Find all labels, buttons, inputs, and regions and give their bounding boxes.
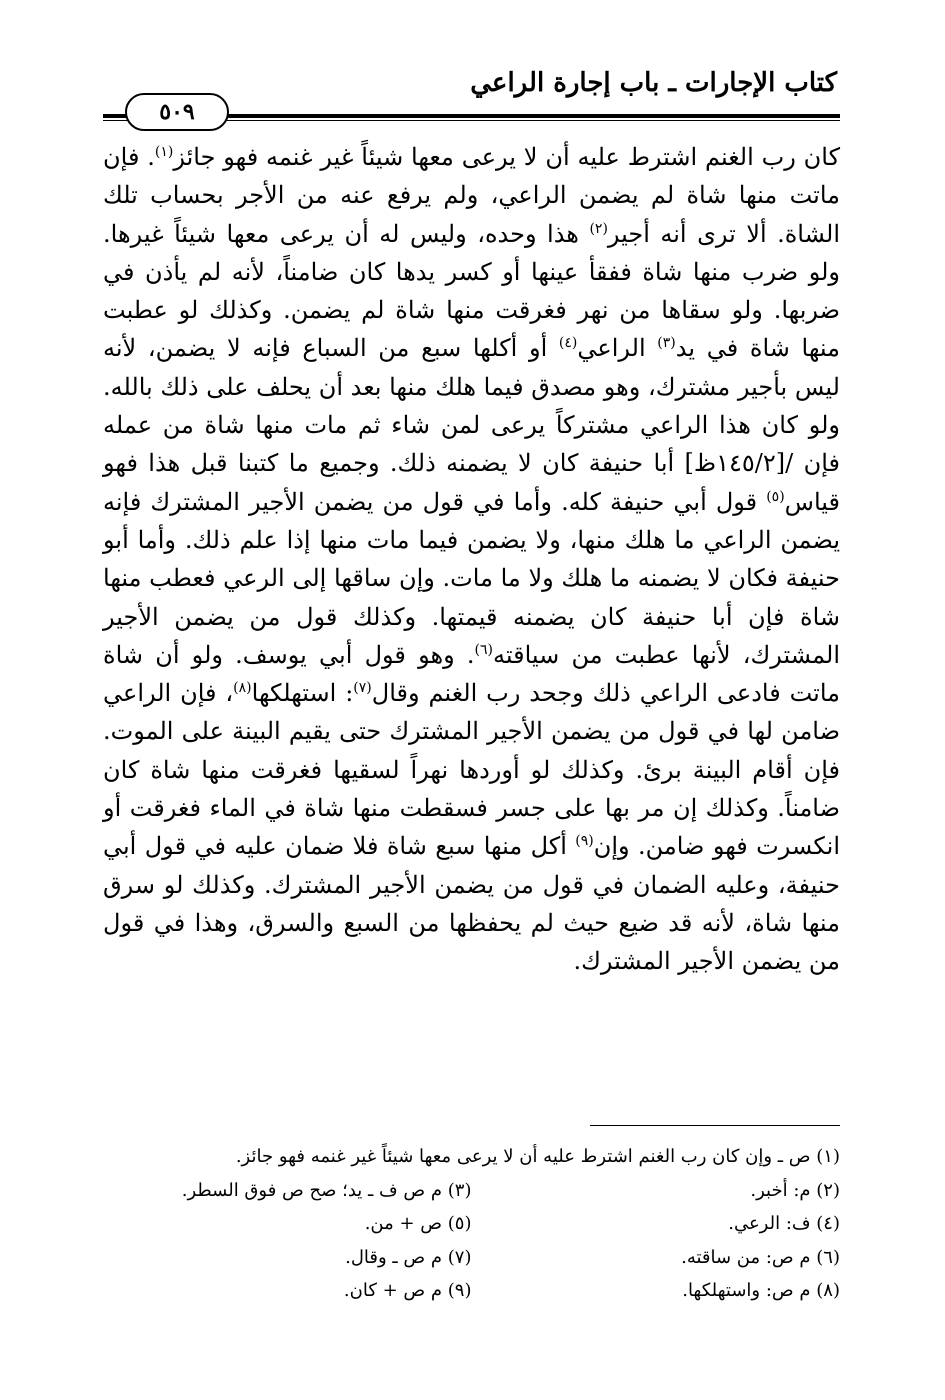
text-run: كان رب الغنم اشترط عليه أن لا يرعى معها شيئاً غير غنمه فهو جائز xyxy=(173,143,841,171)
paragraph xyxy=(103,138,840,981)
page-number-badge xyxy=(125,93,229,131)
footnote-ref[interactable]: (٤) xyxy=(558,335,578,352)
footnote-4: (٤) ف: الرعي. xyxy=(728,1213,840,1234)
footnote-ref[interactable]: (٢) xyxy=(589,220,608,237)
page-number: ٥٠٩ xyxy=(159,99,195,125)
text-run: أكل منها سبع شاة فلا ضمان عليه في قول أبي حنيفة، وعليه الضمان في قول من يضمن الأجير المشترك. وكذلك لو سرق منها شاة، لأنه قد ضيع حيث لم يحفظها من السبع والسرق، وهذا في قول من يضمن الأجير المشترك. xyxy=(103,832,840,976)
footnote-7: (٧) م ص ـ وقال. xyxy=(345,1246,472,1268)
footnote-ref[interactable]: (٦) xyxy=(474,641,494,658)
footnotes xyxy=(103,1140,840,1308)
footnote-2: (٢) م: أخبر. xyxy=(750,1179,840,1201)
text-run: ، فإن الراعي ضامن لها في قول من يضمن الأجير المشترك حتى يقيم البينة على الموت. فإن أقام البينة برئ. وكذلك لو أوردها نهراً لسقيها فغرقت منها شاة كان ضامناً. وكذلك إن مر بها على جسر فسقطت منها شاة في الماء فغرقت أو انكسرت فهو ضامن. وإن xyxy=(103,679,840,861)
footnote-ref[interactable]: (٣) xyxy=(657,335,676,352)
footnote-3: (٣) م ص ف ـ يد؛ صح ص فوق السطر. xyxy=(181,1179,472,1201)
main-text xyxy=(103,138,840,981)
footnote-ref[interactable]: (٧) xyxy=(353,680,372,697)
footnote-ref[interactable]: (٨) xyxy=(233,680,252,697)
text-run: : استهلكها xyxy=(251,679,354,708)
text-run: أو أكلها سبع من السباع فإنه لا يضمن، لأنه ليس بأجير مشترك، وهو مصدق فيما هلك منها بعد أن يحلف على ذلك بالله. ولو كان هذا الراعي مشتركاً يرعى لمن شاء ثم مات منها شاة من عمله فإن /[١٤٥/٢ظ] أبا حنيفة كان لا يضمنه ذلك. وجميع ما كتبنا قبل هذا فهو قياس xyxy=(102,334,840,516)
footnote-1: (١) ص ـ وإن كان رب الغنم اشترط عليه أن لا يرعى معها شيئاً غير غنمه فهو جائز. xyxy=(235,1146,840,1167)
text-run: . فإن ماتت منها شاة لم يضمن الراعي، ولم يرفع عنه من الأجر بحساب تلك الشاة. ألا ترى أنه أجير xyxy=(103,143,841,248)
footnote-separator xyxy=(590,1125,840,1126)
footnote-row xyxy=(103,1207,840,1241)
text-run: . وهو قول أبي يوسف. ولو أن شاة ماتت فادعى الراعي ذلك وجحد رب الغنم وقال xyxy=(103,640,840,708)
footnote-6: (٦) م ص: من ساقته. xyxy=(681,1246,840,1268)
footnote-row xyxy=(103,1274,840,1308)
footnote-ref[interactable]: (٥) xyxy=(766,488,785,505)
footnote-8: (٨) م ص: واستهلكها. xyxy=(682,1280,840,1301)
footnote-row xyxy=(103,1174,840,1208)
running-header-title: كتاب الإجارات ـ باب إجارة الراعي xyxy=(470,68,837,98)
footnote-row xyxy=(103,1241,840,1275)
footnote-9: (٩) م ص + كان. xyxy=(343,1280,472,1301)
text-run: قول أبي حنيفة كله. وأما في قول من يضمن الأجير المشترك فإنه يضمن الراعي ما هلك منها، ولا يضمن فيما مات منها إذا علم ذلك. وأما أبو حنيفة فكان لا يضمنه ما هلك ولا ما مات. وإن ساقها إلى الرعي فعطب منها شاة فإن أبا حنيفة كان يضمنه قيمتها. وكذلك قول من يضمن الأجير المشترك، لأنها عطبت من سياقته xyxy=(103,487,840,669)
footnote-5: (٥) ص + من. xyxy=(364,1213,472,1234)
footnote-ref[interactable]: (١) xyxy=(154,144,174,160)
text-run: الراعي xyxy=(577,334,658,363)
text-run: هذا وحده، وليس له أن يرعى معها شيئاً غيرها. ولو ضرب منها شاة ففقأ عينها أو كسر يدها كان ضامناً، لأنه لم يأذن في ضربها. ولو سقاها من نهر فغرقت منها شاة لم يضمن. وكذلك لو عطبت منها شاة في يد xyxy=(103,219,841,363)
footnote-ref[interactable]: (٩) xyxy=(575,833,594,850)
